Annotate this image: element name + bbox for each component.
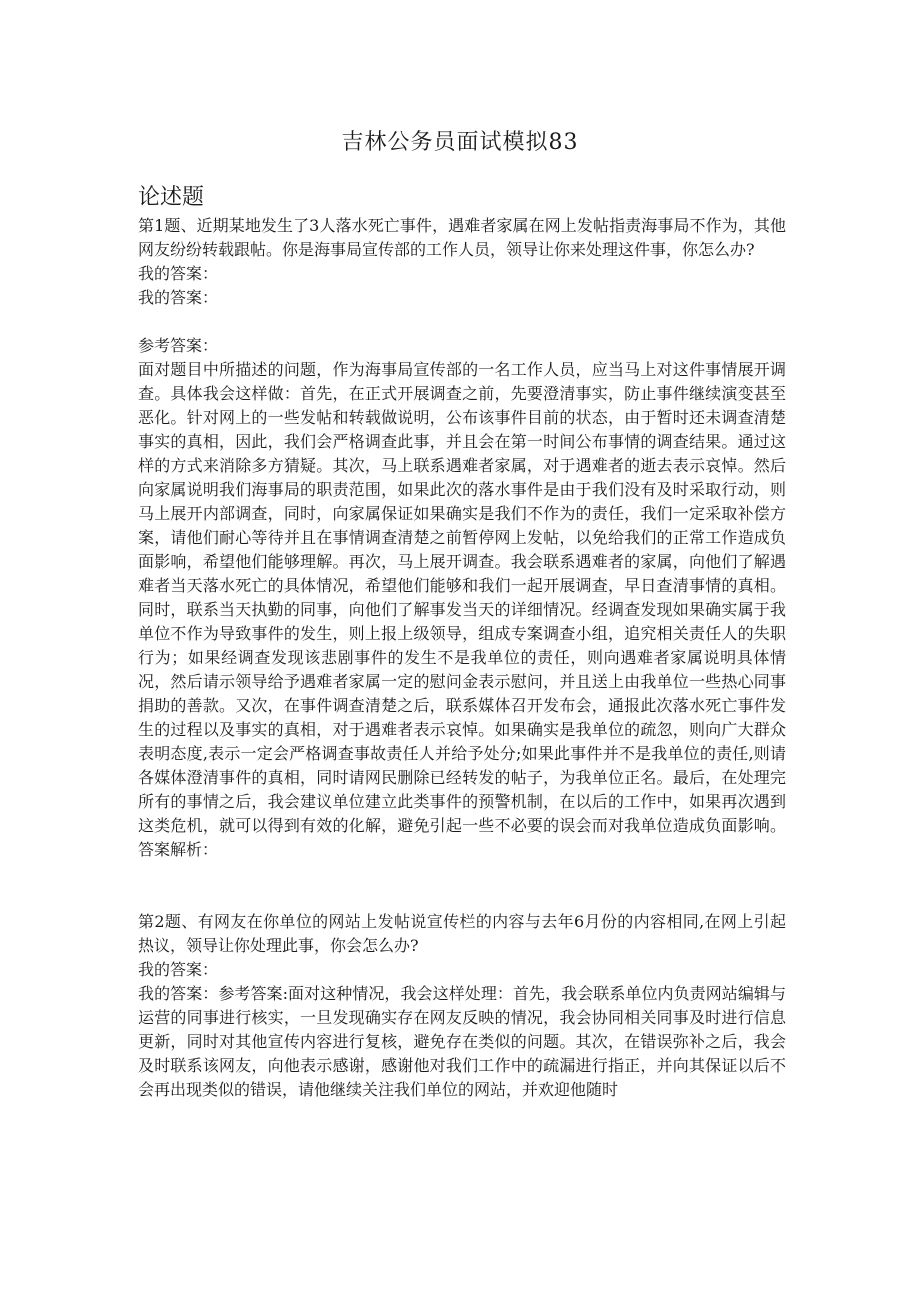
paragraph-spacer — [138, 310, 786, 334]
question-1-my-answer-label: 我的答案： — [138, 264, 219, 283]
document-content — [138, 214, 786, 1102]
question-1-reference-answer: 面对题目中所描述的问题，作为海事局宣传部的一名工作人员，应当马上对这件事情展开调查。具体我会这样做：首先，在正式开展调查之前，先要澄清事实，防止事件继续演变甚至恶化。针对网上的一些发帖和转载做说明，公布该事件目前的状态，由于暂时还未调查清楚事实的真相，因此，我们会严格调查此事，并且会在第一时间公布事情的调查结果。通过这样的方式来消除多方猜疑。其次，马上联系遇难者家属，对于遇难者的逝去表示哀悼。然后向家属说明我们海事局的职责范围，如果此次的落水事件是由于我们没有及时采取行动，则马上展开内部调查，同时，向家属保证如果确实是我们不作为的责任，我们一定采取补偿方案，请他们耐心等待并且在事情调查清楚之前暂停网上发帖，以免给我们的正常工作造成负面影响，希望他们能够理解。再次，马上展开调查。我会联系遇难者的家属，向他们了解遇难者当天落水死亡的具体情况，希望他们能够和我们一起开展调查，早日查清事情的真相。同时，联系当天执勤的同事，向他们了解事发当天的详细情况。经调查发现如果确实属于我单位不作为导致事件的发生，则上报上级领导，组成专案调查小组，追究相关责任人的失职行为；如果经调查发现该悲剧事件的发生不是我单位的责任，则向遇难者家属说明具体情况，然后请示领导给予遇难者家属一定的慰问金表示慰问，并且送上由我单位一些热心同事捐助的善款。又次，在事件调查清楚之后，联系媒体召开发布会，通报此次落水死亡事件发生的过程以及事实的真相，对于遇难者表示哀悼。如果确实是我单位的疏忽，则向广大群众表明态度,表示一定会严格调查事故责任人并给予处分;如果此事件并不是我单位的责任,则请各媒体澄清事件的真相，同时请网民删除已经转发的帖子，为我单位正名。最后，在处理完所有的事情之后，我会建议单位建立此类事件的预警机制，在以后的工作中，如果再次遇到这类危机，就可以得到有效的化解，避免引起一些不必要的误会而对我单位造成负面影响。答案解析： — [138, 360, 786, 859]
question-1-my-answer-label-repeat: 我的答案： — [138, 288, 219, 307]
question-2-my-answer-label: 我的答案： — [138, 960, 219, 979]
question-2-answer: 我的答案：参考答案:面对这种情况，我会这样处理：首先，我会联系单位内负责网站编辑与运营的同事进行核实，一旦发现确实存在网友反映的情况，我会协同相关同事及时进行信息更新，同时对其他宣传内容进行复核，避免存在类似的问题。其次，在错误弥补之后，我会及时联系该网友，向他表示感谢，感谢他对我们工作中的疏漏进行指正，并向其保证以后不会再出现类似的错误，请他继续关注我们单位的网站，并欢迎他随时 — [138, 984, 786, 1099]
question-1-reference-label: 参考答案： — [138, 336, 219, 355]
section-heading: 论述题 — [138, 185, 205, 210]
document-title: 吉林公务员面试模拟83 — [341, 130, 579, 155]
question-2-prompt: 第2题、有网友在你单位的网站上发帖说宣传栏的内容与去年6月份的内容相同,在网上引起热议，领导让你处理此事，你会怎么办? — [138, 912, 786, 955]
question-1-prompt: 第1题、近期某地发生了3人落水死亡事件，遇难者家属在网上发帖指责海事局不作为，其他网友纷纷转载跟帖。你是海事局宣传部的工作人员，领导让你来处理这件事，你怎么办? — [138, 216, 786, 259]
question-spacer — [138, 862, 786, 910]
